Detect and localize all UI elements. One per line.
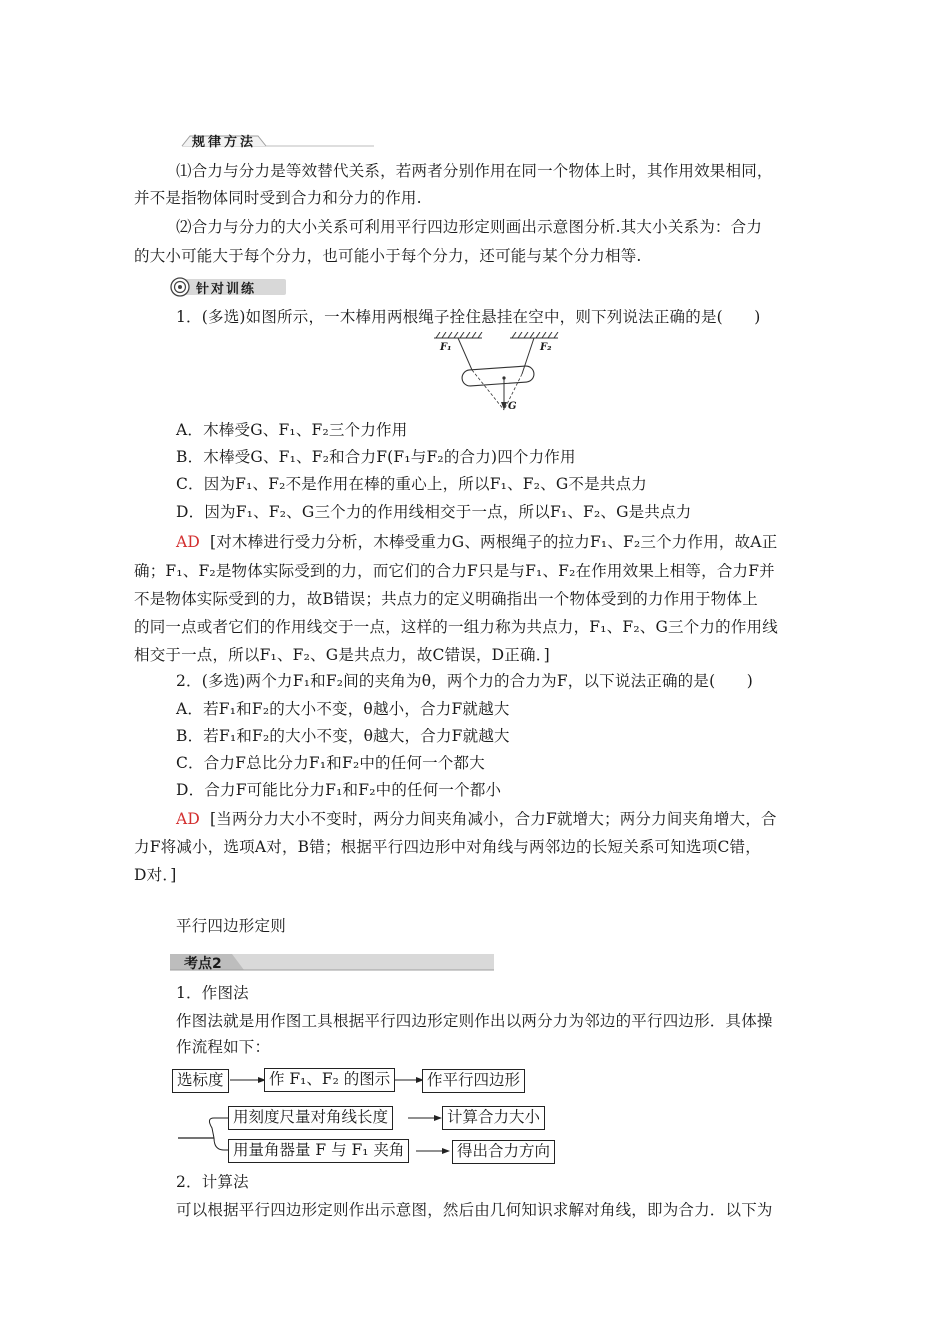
q1-answer: AD xyxy=(176,533,201,551)
method-header xyxy=(176,130,376,150)
q2-option-c: C．合力F总比分力F₁和F₂中的任何一个都大 xyxy=(176,754,485,772)
flow-box-draw-forces: 作 F₁、F₂ 的图示 xyxy=(264,1068,395,1092)
q2-option-b: B．若F₁和F₂的大小不变，θ越大，合力F就越大 xyxy=(176,727,510,745)
q1-explanation-line-3: 不是物体实际受到的力，故B错误；共点力的定义明确指出一个物体受到的力作用于物体上 xyxy=(134,590,758,608)
method-2-title: 2．计算法 xyxy=(176,1173,249,1191)
rope-left xyxy=(458,338,472,370)
q1-option-a: A．木棒受G、F₁、F₂三个力作用 xyxy=(176,421,408,439)
method-header-label: 规律方法 xyxy=(192,135,257,150)
flow-box-measure-angle: 用量角器量 F 与 F₁ 夹角 xyxy=(228,1139,409,1163)
ceiling-right xyxy=(510,332,558,338)
section-title-parallelogram-rule: 平行四边形定则 xyxy=(176,917,286,935)
q1-option-c: C．因为F₁、F₂不是作用在棒的重心上，所以F₁、F₂、G不是共点力 xyxy=(176,475,647,493)
q2-explanation-line-1 xyxy=(176,809,777,829)
flow-box-select-scale: 选标度 xyxy=(172,1069,229,1093)
q2-explanation-line-2: 力F将减小，选项A对，B错；根据平行四边形中对角线与两邻边的长短关系可知选项C错， xyxy=(134,838,761,856)
q1-expl-text-1: [对木棒进行受力分析，木棒受重力G、两根绳子的拉力F₁、F₂三个力作用，故A正 xyxy=(210,533,778,551)
q1-explanation-line-4: 的同一点或者它们的作用线交于一点，这样的一组力称为共点力，F₁、F₂、G三个力的作用线 xyxy=(134,618,778,636)
q1-explanation-line-2: 确；F₁、F₂是物体实际受到的力，而它们的合力F只是与F₁、F₂在作用效果上相等，合力F并 xyxy=(134,562,775,580)
flow-box-compute-magnitude: 计算合力大小 xyxy=(442,1106,545,1130)
key-point-2-header xyxy=(170,950,494,972)
question-1: 1．(多选)如图所示，一木棒用两根绳子拴住悬挂在空中，则下列说法正确的是( ) xyxy=(176,308,761,326)
method-2-line-1: 可以根据平行四边形定则作出示意图，然后由几何知识求解对角线，即为合力．以下为 xyxy=(176,1201,773,1219)
label-f1: F₁ xyxy=(440,342,452,353)
practice-header xyxy=(170,276,290,298)
paragraph-1-line-2: 并不是指物体同时受到合力和分力的作用. xyxy=(134,189,422,207)
ceiling-left xyxy=(434,332,482,338)
flow-box-draw-parallelogram: 作平行四边形 xyxy=(422,1069,525,1093)
q1-explanation-line-1 xyxy=(176,532,777,552)
key-point-2-label: 考点2 xyxy=(184,956,222,972)
flow-box-resultant-direction: 得出合力方向 xyxy=(452,1140,555,1164)
label-g: G xyxy=(508,401,517,412)
paragraph-2-line-1: ⑵合力与分力的大小关系可利用平行四边形定则画出示意图分析.其大小关系为：合力 xyxy=(176,218,763,236)
q1-option-b: B．木棒受G、F₁、F₂和合力F(F₁与F₂的合力)四个力作用 xyxy=(176,448,576,466)
q2-option-a: A．若F₁和F₂的大小不变，θ越小，合力F就越大 xyxy=(176,700,510,718)
q1-explanation-line-5: 相交于一点，所以F₁、F₂、G是共点力，故C错误，D正确．] xyxy=(134,646,550,664)
method-1-line-2: 作流程如下： xyxy=(176,1038,271,1056)
practice-header-label: 针对训练 xyxy=(196,282,257,297)
method-1-title: 1．作图法 xyxy=(176,984,249,1002)
q2-answer: AD xyxy=(176,810,201,828)
q2-explanation-line-3: D对．] xyxy=(134,866,177,884)
method-1-line-1: 作图法就是用作图工具根据平行四边形定则作出以两分力为邻边的平行四边形．具体操 xyxy=(176,1012,773,1030)
label-f2: F₂ xyxy=(540,342,552,353)
q2-expl-text-1: [当两分力大小不变时，两分力间夹角减小，合力F就增大；两分力间夹角增大，合 xyxy=(210,810,777,828)
rope-left-extension xyxy=(472,370,504,410)
q2-option-d: D．合力F可能比分力F₁和F₂中的任何一个都小 xyxy=(176,781,502,799)
flow-box-measure-diagonal: 用刻度尺量对角线长度 xyxy=(228,1106,393,1130)
paragraph-2-line-2: 的大小可能大于每个分力，也可能小于每个分力，还可能与某个分力相等. xyxy=(134,247,642,265)
q1-option-d: D．因为F₁、F₂、G三个力的作用线相交于一点，所以F₁、F₂、G是共点力 xyxy=(176,503,692,521)
paragraph-1-line-1: ⑴合力与分力是等效替代关系，若两者分别作用在同一个物体上时，其作用效果相同， xyxy=(176,162,773,180)
question-2: 2．(多选)两个力F₁和F₂间的夹角为θ，两个力的合力为F，以下说法正确的是( ) xyxy=(176,672,753,690)
